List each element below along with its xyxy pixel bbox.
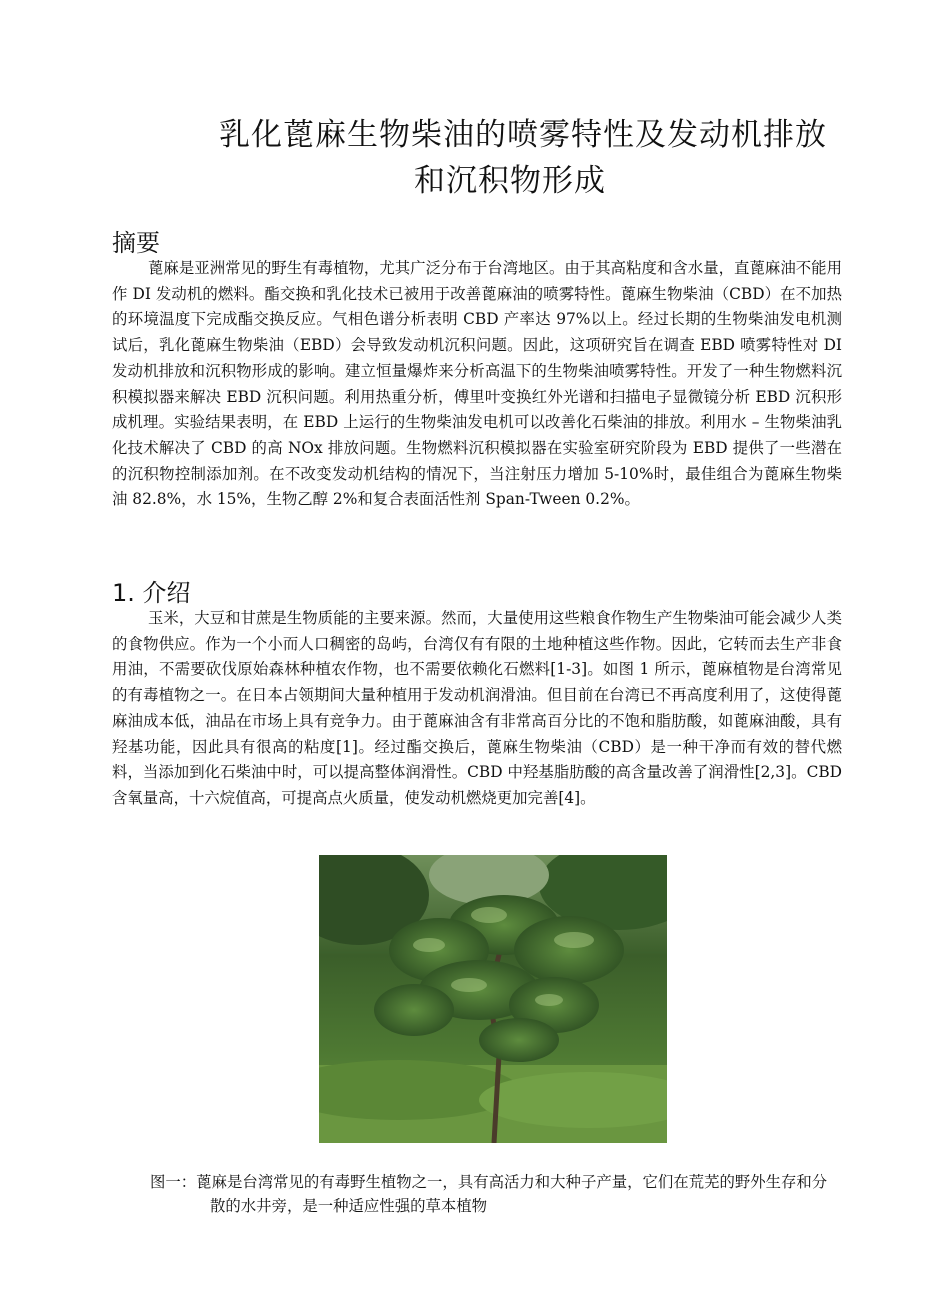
figure-caption: 图一：蓖麻是台湾常见的有毒野生植物之一，具有高活力和大种子产量，它们在荒芜的野外生存和分散的水井旁，是一种适应性强的草本植物 (150, 1173, 828, 1215)
intro-heading: 1. 介绍 (112, 579, 191, 607)
castor-plant-photo (319, 855, 667, 1143)
abstract-heading: 摘要 (112, 229, 160, 257)
paper-title (110, 112, 910, 204)
intro-paragraph: 玉米，大豆和甘蔗是生物质能的主要来源。然而，大量使用这些粮食作物生产生物柴油可能会减少人类的食物供应。作为一个小而人口稠密的岛屿，台湾仅有有限的土地种植这些作物。因此，它转而去生产非食用油，不需要砍伐原始森林种植农作物，也不需要依赖化石燃料[1-3]。如图 1 所示，蓖麻植物是台湾常见的有毒植物之一。在日本占领期间大量种植用于发动机润滑油。但目前在台湾已不再高度利用了，这使得蓖麻油成本低，油品在市场上具有竞争力。由于蓖麻油含有非常高百分比的不饱和脂肪酸，如蓖麻油酸，具有羟基功能，因此具有很高的粘度[1]。经过酯交换后，蓖麻生物柴油（CBD）是一种干净而有效的替代燃料，当添加到化石柴油中时，可以提高整体润滑性。CBD 中羟基脂肪酸的高含量改善了润滑性[2,3]。CBD 含氧量高，十六烷值高，可提高点火质量，使发动机燃烧更加完善[4]。 (112, 609, 842, 807)
abstract-paragraph: 蓖麻是亚洲常见的野生有毒植物，尤其广泛分布于台湾地区。由于其高粘度和含水量，直蓖麻油不能用作 DI 发动机的燃料。酯交换和乳化技术已被用于改善蓖麻油的喷雾特性。蓖麻生物柴油（CBD）在不加热的环境温度下完成酯交换反应。气相色谱分析表明 CBD 产率达 97%以上。经过长期的生物柴油发电机测试后，乳化蓖麻生物柴油（EBD）会导致发动机沉积问题。因此，这项研究旨在调查 EBD 喷雾特性对 DI 发动机排放和沉积物形成的影响。建立恒量爆炸来分析高温下的生物柴油喷雾特性。开发了一种生物燃料沉积模拟器来解决 EBD 沉积问题。利用热重分析，傅里叶变换红外光谱和扫描电子显微镜分析 EBD 沉积形成机理。实验结果表明，在 EBD 上运行的生物柴油发电机可以改善化石柴油的排放。利用水 – 生物柴油乳化技术解决了 CBD 的高 NOx 排放问题。生物燃料沉积模拟器在实验室研究阶段为 EBD 提供了一些潜在的沉积物控制添加剂。在不改变发动机结构的情况下，当注射压力增加 5-10%时，最佳组合为蓖麻生物柴油 82.8%，水 15%，生物乙醇 2%和复合表面活性剂 Span-Tween 0.2%。 (112, 259, 842, 509)
title-line-2: 和沉积物形成 (414, 163, 606, 199)
title-line-1: 乳化蓖麻生物柴油的喷雾特性及发动机排放 (219, 117, 827, 153)
